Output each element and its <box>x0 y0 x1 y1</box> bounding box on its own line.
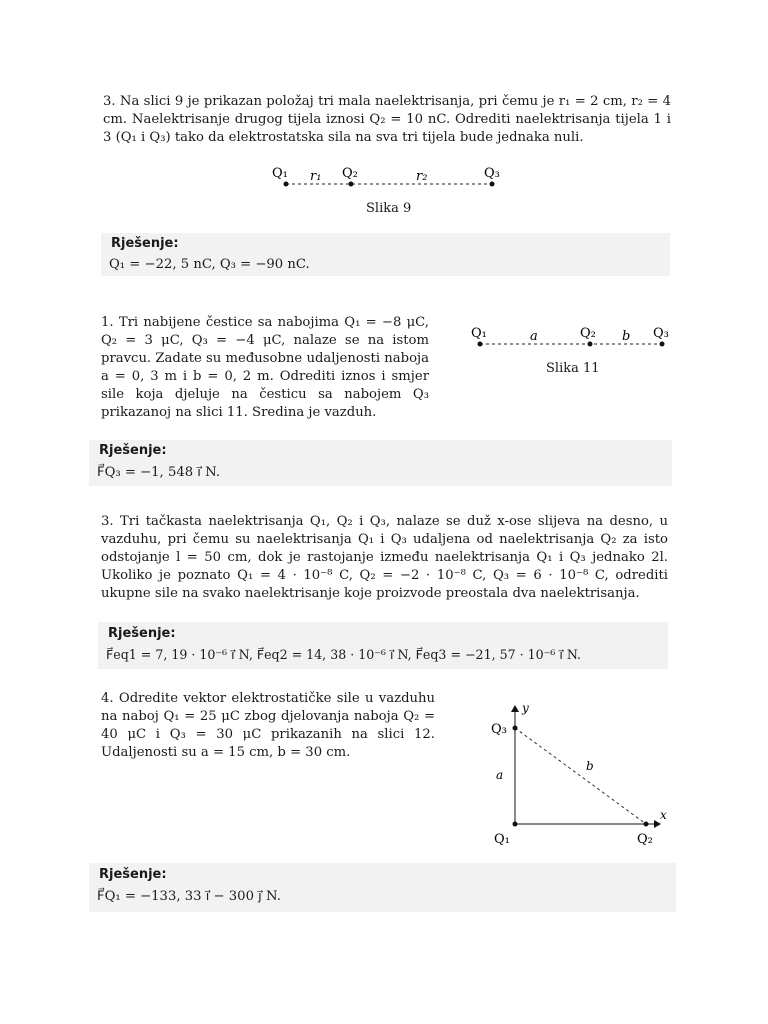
figure-11-q2-label: Q₂ <box>580 326 596 341</box>
problem-d-text-block <box>101 690 435 762</box>
figure-12 <box>480 696 680 850</box>
solution-heading: Rješenje: <box>99 443 167 458</box>
figure-11-b-label: b <box>622 329 631 344</box>
figure-12-y-label: y <box>522 701 529 715</box>
solution-value: F⃗eq1 = 7, 19 · 10⁻⁶ i⃗ N, F⃗eq2 = 14, 38 · 10⁻⁶ i⃗ N, F⃗eq3 = −21, 57 · 10⁻⁶ i⃗ N. <box>106 647 582 662</box>
solution-box-c <box>98 622 668 669</box>
figure-9-r2-label: r₂ <box>416 169 428 184</box>
problem-a-text: 3. Na slici 9 je prikazan položaj tri mala naelektrisanja, pri čemu je r₁ = 2 cm, r₂ = 4 cm. Naelektrisanje drugog tijela iznosi Q₂ = 10 nC. Odrediti naelektrisanja tijela 1 i 3 (Q₁ i Q₃) tako da elektrostatska sila na sva tri tijela bude jednaka nuli. <box>103 94 671 145</box>
q3-dot <box>513 726 518 731</box>
q3-dot <box>660 342 665 347</box>
solution-box-d <box>89 863 676 912</box>
q2-dot <box>588 342 593 347</box>
q1-dot <box>478 342 483 347</box>
solution-heading: Rješenje: <box>111 236 179 251</box>
solution-box-b <box>89 440 672 486</box>
solution-box-a <box>101 233 670 276</box>
q1-dot <box>513 822 518 827</box>
figure-12-q3-label: Q₃ <box>491 722 507 737</box>
figure-12-a-label: a <box>496 768 504 782</box>
figure-11 <box>468 320 678 356</box>
problem-b-text-block <box>101 314 429 422</box>
distance-b-line <box>515 728 646 824</box>
problem-c-text: 3. Tri tačkasta naelektrisanja Q₁, Q₂ i Q₃, nalaze se duž x-ose slijeva na desno, u vazduhu, pri čemu su naelektrisanja Q₁ i Q₃ udaljena od naelektrisanja Q₂ za isto odstojanje l = 50 cm, dok je rastojanje između naelektrisanja Q₁ i Q₃ jednako 2l. Ukoliko je poznato Q₁ = 4 · 10⁻⁸ C, Q₂ = −2 · 10⁻⁸ C, Q₃ = 6 · 10⁻⁸ C, odrediti ukupne sile na svako naelektrisanje koje proizvode preostala dva naelektrisanja. <box>101 514 668 601</box>
solution-value: F⃗Q₃ = −1, 548 i⃗ N. <box>97 465 221 480</box>
q2-dot <box>644 822 649 827</box>
figure-9-q2-label: Q₂ <box>342 166 358 181</box>
figure-12-b-label: b <box>586 759 594 773</box>
figure-9 <box>260 160 520 200</box>
figure-9-r1-label: r₁ <box>310 169 322 184</box>
figure-9-caption: Slika 9 <box>366 201 412 216</box>
figure-11-a-label: a <box>530 329 538 344</box>
figure-11-caption: Slika 11 <box>546 361 600 376</box>
figure-11-q1-label: Q₁ <box>471 326 487 341</box>
problem-a-text-block <box>103 93 671 147</box>
figure-12-x-label: x <box>660 808 667 822</box>
solution-value: F⃗Q₁ = −133, 33 i⃗ − 300 j⃗ N. <box>97 889 281 904</box>
q3-dot <box>490 182 495 187</box>
solution-value: Q₁ = −22, 5 nC, Q₃ = −90 nC. <box>109 257 310 272</box>
q2-dot <box>349 182 354 187</box>
figure-9-q1-label: Q₁ <box>272 166 288 181</box>
problem-d-text: 4. Odredite vektor elektrostatičke sile u vazduhu na naboj Q₁ = 25 μC zbog djelovanja naboja Q₂ = 40 μC i Q₃ = 30 μC prikazanih na slici 12. Udaljenosti su a = 15 cm, b = 30 cm. <box>101 691 435 760</box>
figure-12-q1-label: Q₁ <box>494 832 510 847</box>
q1-dot <box>284 182 289 187</box>
figure-9-q3-label: Q₃ <box>484 166 500 181</box>
solution-heading: Rješenje: <box>99 867 167 882</box>
problem-b-text: 1. Tri nabijene čestice sa nabojima Q₁ = −8 μC, Q₂ = 3 μC, Q₃ = −4 μC, nalaze se na istom pravcu. Zadate su međusobne udaljenosti naboja a = 0, 3 m i b = 0, 2 m. Odrediti iznos i smjer sile koja djeluje na česticu sa nabojem Q₃ prikazanoj na slici 11. Sredina je vazduh. <box>101 315 429 420</box>
figure-12-q2-label: Q₂ <box>637 832 653 847</box>
solution-heading: Rješenje: <box>108 626 176 641</box>
figure-11-q3-label: Q₃ <box>653 326 669 341</box>
problem-c-text-block <box>101 513 668 603</box>
